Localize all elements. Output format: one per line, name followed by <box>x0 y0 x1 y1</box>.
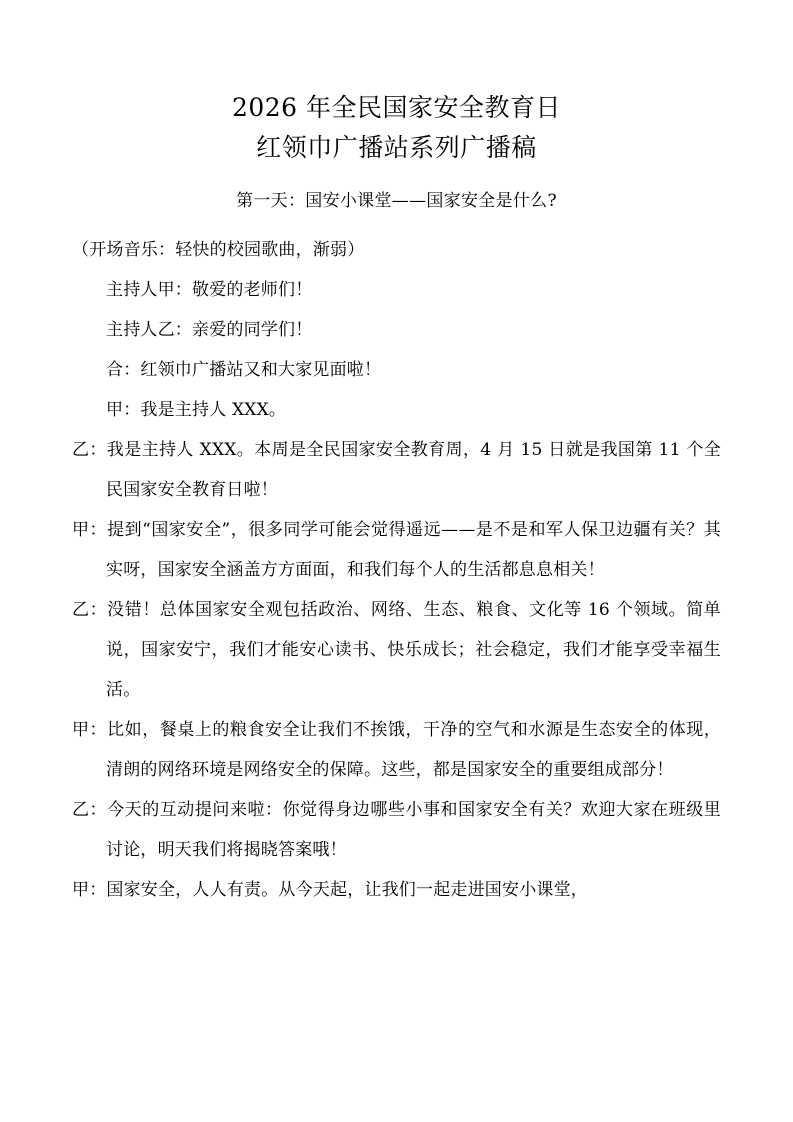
paragraph-host-b-line-2: 乙：今天的互动提问来啦：你觉得身边哪些小事和国家安全有关？欢迎大家在班级里讨论，明天我们将揭晓答案哦！ <box>72 800 721 860</box>
paragraph-host-a-line-3: 甲：国家安全，人人有责。从今天起，让我们一起走进国安小课堂， <box>72 880 588 900</box>
paragraph-host-a-greeting: 主持人甲：敬爱的老师们！ <box>106 280 313 300</box>
document-body <box>72 230 721 910</box>
document-subtitle: 第一天：国安小课堂——国家安全是什么? <box>236 191 557 211</box>
paragraph-opening-music: （开场音乐：轻快的校园歌曲，渐弱） <box>72 240 365 260</box>
paragraph-host-a-line-2: 甲：比如，餐桌上的粮食安全让我们不挨饿，干净的空气和水源是生态安全的体现，清朗的网络环境是网络安全的保障。这些，都是国家安全的重要组成部分！ <box>72 720 721 780</box>
paragraph-both-greeting: 合：红领巾广播站又和大家见面啦！ <box>106 360 382 380</box>
title-line-1: 2026 年全民国家安全教育日 <box>231 93 562 122</box>
paragraph-host-b-line-1: 乙：没错！总体国家安全观包括政治、网络、生态、粮食、文化等 16 个领域。简单说，国家安宁，我们才能安心读书、快乐成长；社会稳定，我们才能享受幸福生活。 <box>72 600 721 700</box>
paragraph-host-a-intro: 甲：我是主持人 XXX。 <box>106 400 287 420</box>
page-title <box>72 88 721 168</box>
paragraph-host-b-greeting: 主持人乙：亲爱的同学们！ <box>106 320 313 340</box>
title-line-2: 红领巾广播站系列广播稿 <box>256 133 537 162</box>
paragraph-host-a-line-1: 甲：提到“国家安全”，很多同学可能会觉得遥远——是不是和军人保卫边疆有关？其实呀，国家安全涵盖方方面面，和我们每个人的生活都息息相关！ <box>72 520 721 580</box>
paragraph-host-b-intro: 乙：我是主持人 XXX。本周是全民国家安全教育周，4 月 15 日就是我国第 11 个全民国家安全教育日啦！ <box>72 440 721 500</box>
